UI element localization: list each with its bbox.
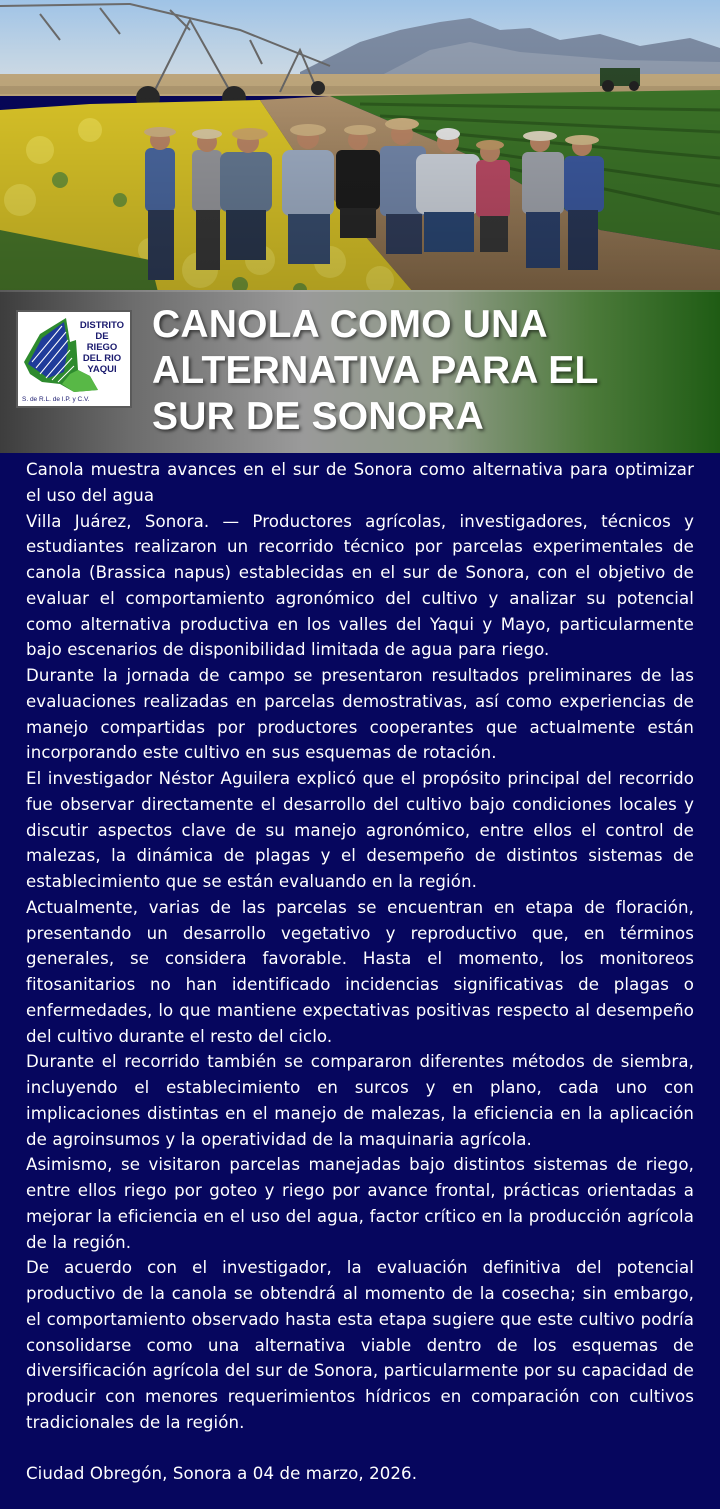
page-title	[152, 302, 712, 440]
dateline: Ciudad Obregón, Sonora a 04 de marzo, 2026.	[26, 1464, 418, 1484]
title-banner	[0, 290, 720, 453]
logo-name: DISTRITO DE RIEGO DEL RIO YAQUI	[79, 320, 125, 375]
article-body	[26, 457, 694, 1487]
title-line-2: ALTERNATIVA PARA EL	[152, 349, 599, 392]
hero-photo	[0, 0, 720, 300]
spacer	[26, 1436, 694, 1462]
article-paragraph: Asimismo, se visitaron parcelas manejadas bajo distintos sistemas de riego, entre ellos riego por goteo y riego por avance frontal, prácticas orientadas a mejorar la eficiencia en el uso del agua, factor crítico en la producción agrícola de la región.	[26, 1155, 694, 1252]
article-paragraph: Actualmente, varias de las parcelas se encuentran en etapa de floración, presentando un desarrollo vegetativo y reproductivo que, en términos generales, se considera favorable. Hasta el momento, los monitoreos fitosanitarios no han identificado incidencias significativas de plagas o enfermedades, lo que mantiene expectativas positivas respecto al desempeño del cultivo durante el resto del ciclo.	[26, 897, 694, 1046]
article-paragraph: Durante el recorrido también se compararon diferentes métodos de siembra, incluyendo el establecimiento en surcos y en plano, cada uno con implicaciones distintas en el manejo de malezas, la eficiencia en la aplicación de agroinsumos y la operatividad de la maquinaria agrícola.	[26, 1052, 694, 1149]
article-paragraph: El investigador Néstor Aguilera explicó que el propósito principal del recorrido fue observar directamente el desarrollo del cultivo bajo condiciones locales y discutir aspectos clave de su manejo agronómico, entre ellos el control de malezas, la dinámica de plagas y el desempeño de distintos sistemas de establecimiento que se están evaluando en la región.	[26, 769, 694, 891]
article-paragraph: Durante la jornada de campo se presentaron resultados preliminares de las evaluaciones realizadas en parcelas demostrativas, así como experiencias de manejo compartidas por productores cooperantes que actualmente están incorporando este cultivo en sus esquemas de rotación.	[26, 666, 694, 763]
title-line-3: SUR DE SONORA	[152, 395, 484, 438]
title-line-1: CANOLA COMO UNA	[152, 303, 548, 346]
article-paragraph: Villa Juárez, Sonora. — Productores agrícolas, investigadores, técnicos y estudiantes realizaron un recorrido técnico por parcelas experimentales de canola (Brassica napus) establecidas en el sur de Sonora, con el objetivo de evaluar el comportamiento agronómico del cultivo y analizar su potencial como alternativa productiva en los valles del Yaqui y Mayo, particularmente bajo escenarios de disponibilidad limitada de agua para riego.	[26, 511, 694, 660]
yaqui-district-logo-icon	[16, 310, 132, 408]
article-lead: Canola muestra avances en el sur de Sonora como alternativa para optimizar el uso del agua	[26, 460, 694, 505]
logo-subtitle: S. de R.L. de I.P. y C.V.	[22, 396, 90, 403]
article-paragraph: De acuerdo con el investigador, la evaluación definitiva del potencial productivo de la canola se obtendrá al momento de la cosecha; sin embargo, el comportamiento observado hasta esta etapa sugiere que este cultivo podría consolidarse como una alternativa viable dentro de los esquemas de diversificación agrícola del sur de Sonora, particularmente por su capacidad de producir con menores requerimientos hídricos en comparación con cultivos tradicionales de la región.	[26, 1258, 694, 1432]
